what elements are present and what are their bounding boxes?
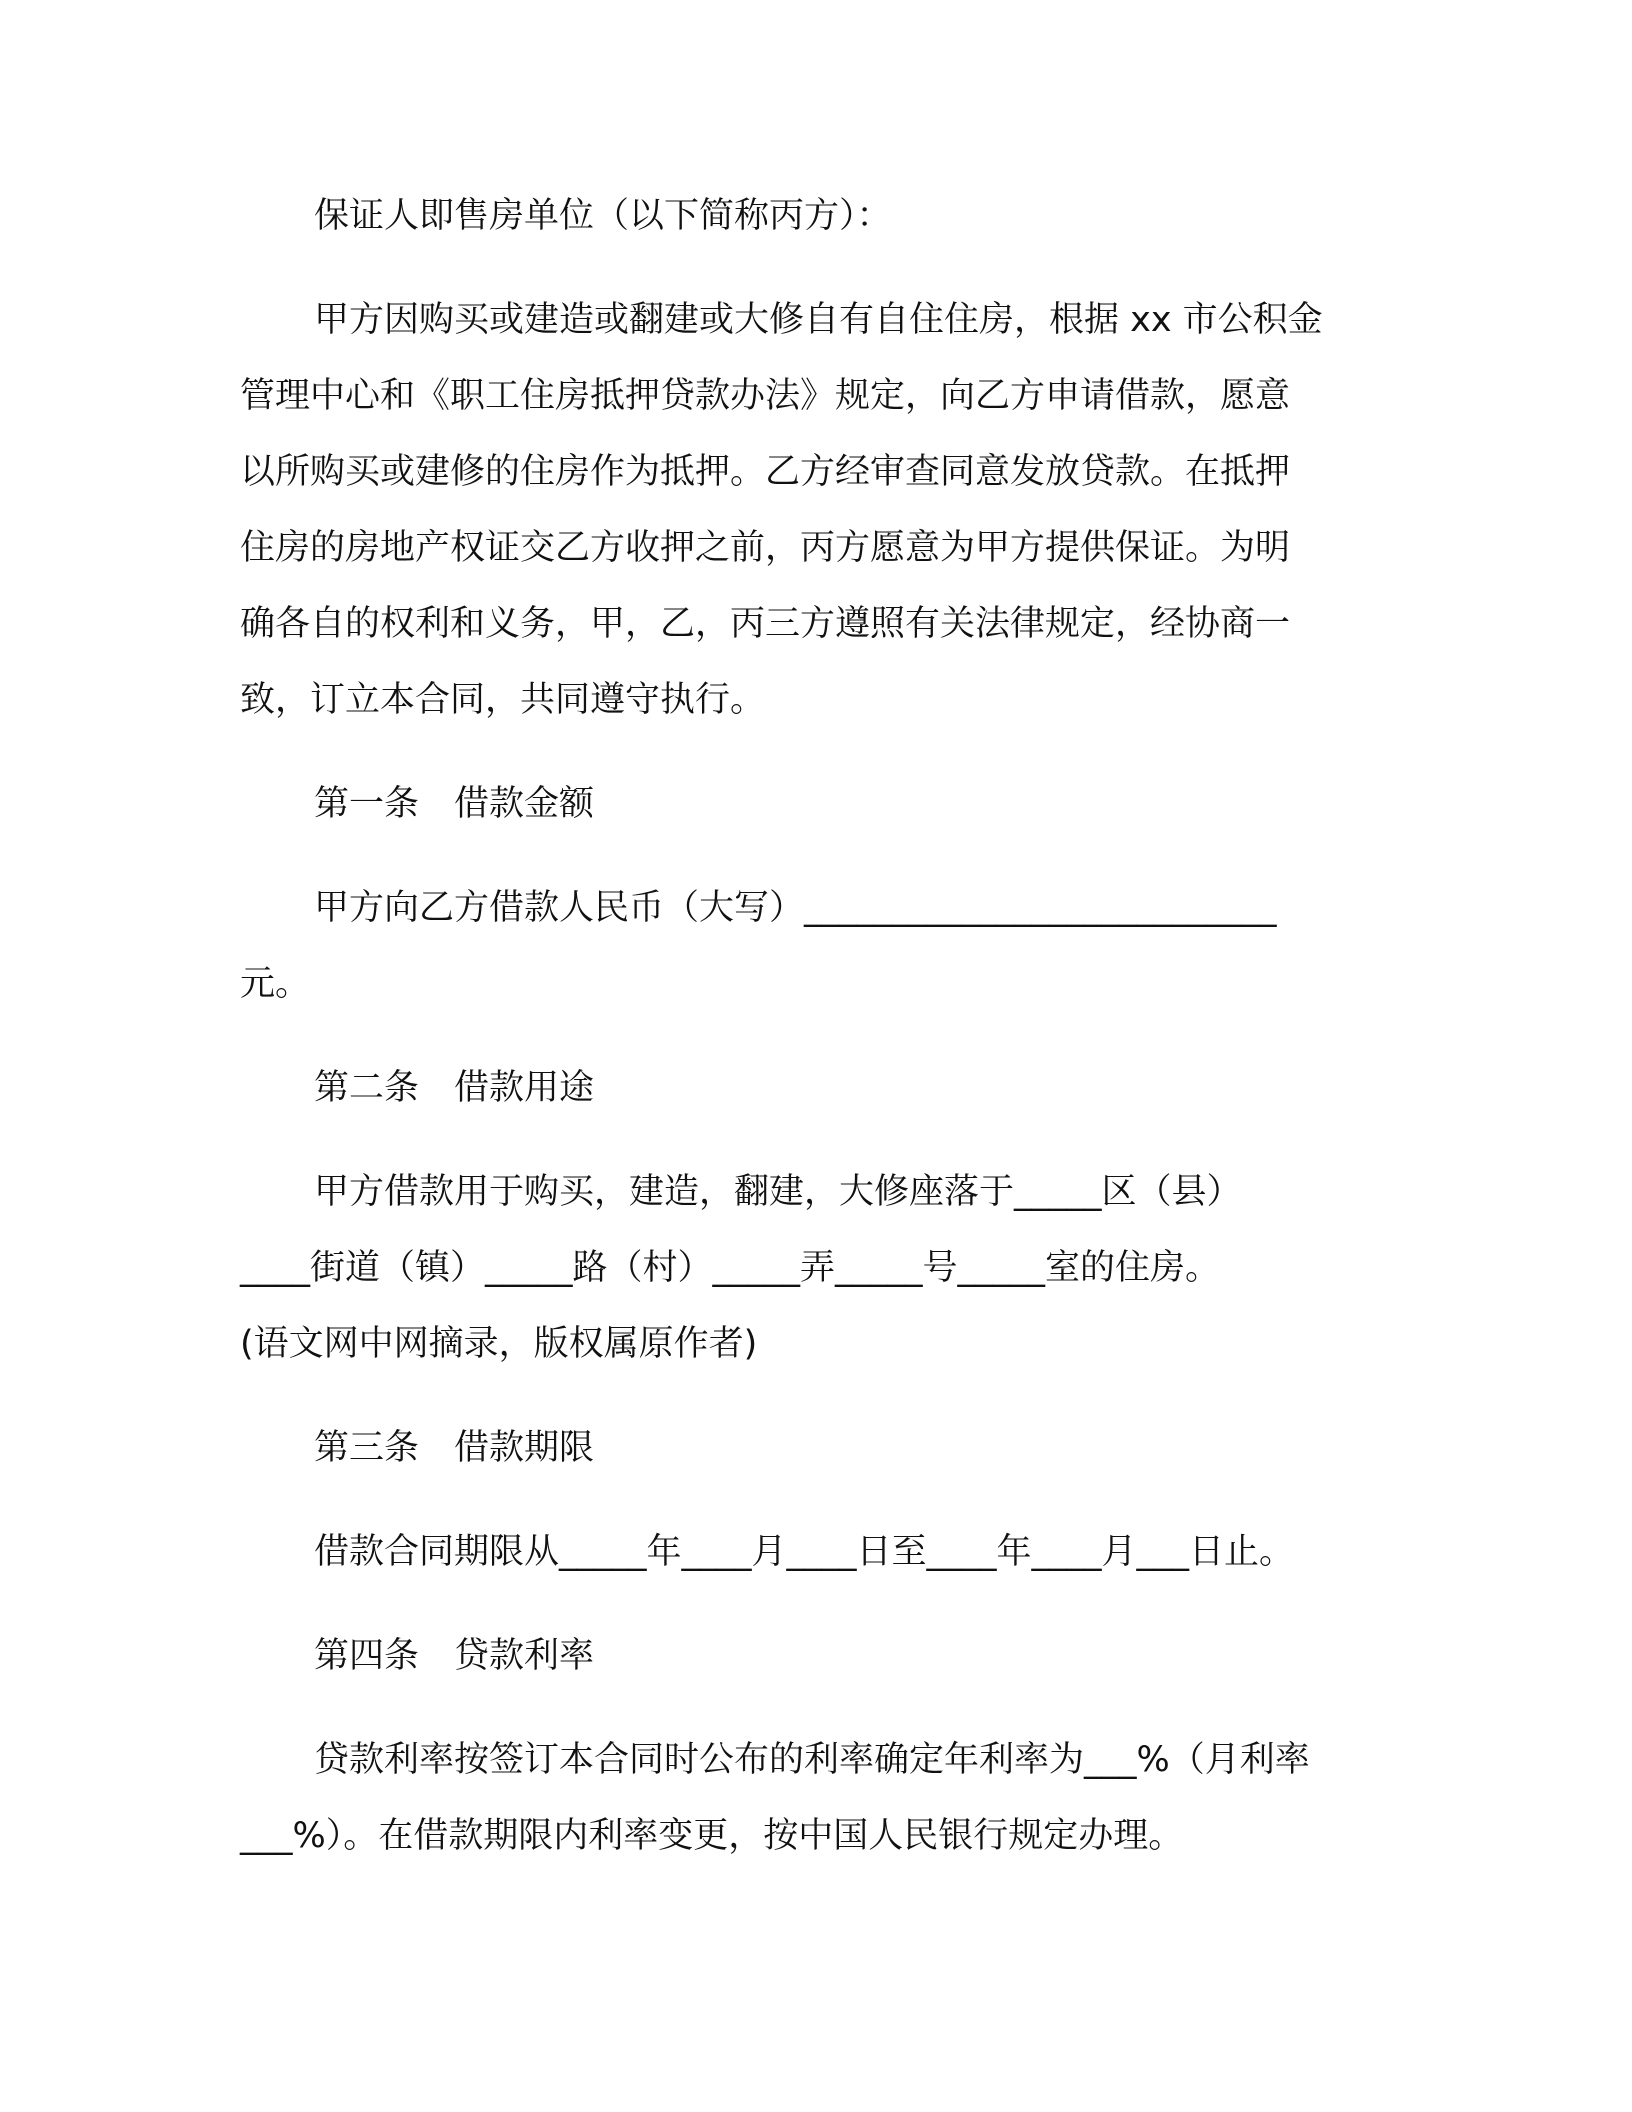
article-3-heading: 第三条 借款期限: [314, 1428, 595, 1468]
article-1-line-2: 元。: [240, 964, 311, 1004]
article-1-heading: 第一条 借款金额: [314, 784, 595, 824]
article-2-heading: 第二条 借款用途: [314, 1068, 595, 1108]
article-3-line-1: 借款合同期限从_____年____月____日至____年____月___日止。: [314, 1532, 1295, 1572]
source-note-line: (语文网中网摘录，版权属原作者): [240, 1324, 758, 1364]
article-4-line-2: ___%）。在借款期限内利率变更，按中国人民银行规定办理。: [240, 1816, 1184, 1856]
article-4-line-1: 贷款利率按签订本合同时公布的利率确定年利率为___%（月利率: [314, 1740, 1310, 1780]
article-2-line-1: 甲方借款用于购买，建造，翻建，大修座落于_____区（县）: [314, 1172, 1242, 1212]
article-2-line-2: ____街道（镇）_____路（村）_____弄_____号_____室的住房。: [240, 1248, 1221, 1288]
guarantor-intro-line: 保证人即售房单位（以下简称丙方）：: [314, 196, 892, 236]
preamble-line-2: 管理中心和《职工住房抵押贷款办法》规定，向乙方申请借款，愿意: [240, 376, 1291, 416]
article-1-line-1: 甲方向乙方借款人民币（大写）___________________________: [314, 888, 1277, 928]
preamble-line-6: 致，订立本合同，共同遵守执行。: [240, 680, 766, 720]
preamble-line-1: 甲方因购买或建造或翻建或大修自有自住住房，根据 xx 市公积金: [314, 300, 1323, 340]
preamble-line-5: 确各自的权利和义务，甲，乙，丙三方遵照有关法律规定，经协商一: [240, 604, 1291, 644]
article-4-heading: 第四条 贷款利率: [314, 1636, 595, 1676]
preamble-line-3: 以所购买或建修的住房作为抵押。乙方经审查同意发放贷款。在抵押: [240, 452, 1291, 492]
preamble-line-4: 住房的房地产权证交乙方收押之前，丙方愿意为甲方提供保证。为明: [240, 528, 1291, 568]
